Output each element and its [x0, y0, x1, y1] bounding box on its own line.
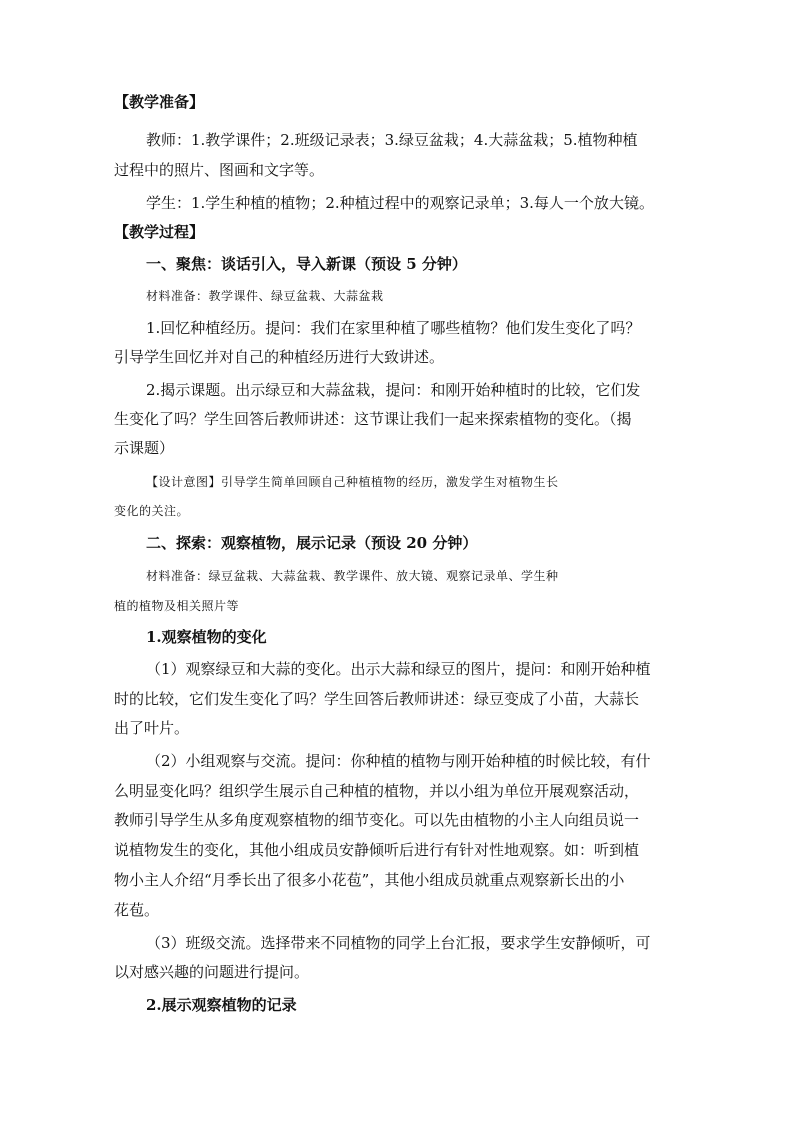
paragraph-reveal-topic-cont1: 生变化了吗？学生回答后教师讲述：这节课让我们一起来探索植物的变化。（揭: [114, 410, 632, 428]
materials-note-part1: 材料准备：教学课件、绿豆盆栽、大蒜盆栽: [146, 289, 384, 303]
paragraph-group-observation: （2）小组观察与交流。提问：你种植的植物与刚开始种植的时候比较，有什: [146, 752, 651, 770]
heading-teaching-process: 【教学过程】: [114, 223, 205, 241]
paragraph-recall-experience: 1.回忆种植经历。提问：我们在家里种植了哪些植物？他们发生变化了吗？: [146, 319, 641, 337]
paragraph-group-observation-cont3: 说植物发生的变化，其他小组成员安静倾听后进行有针对性地观察。如：听到植: [114, 841, 640, 859]
paragraph-group-observation-cont5: 花苞。: [114, 901, 160, 919]
paragraph-reveal-topic: 2.揭示课题。出示绿豆和大蒜盆栽，提问：和刚开始种植时的比较，它们发: [146, 381, 641, 399]
paragraph-student-materials: 学生：1.学生种植的植物；2.种植过程中的观察记录单；3.每人一个放大镜。: [146, 194, 654, 212]
paragraph-reveal-topic-cont2: 示课题）: [114, 439, 175, 457]
paragraph-class-exchange-cont: 以对感兴趣的问题进行提问。: [114, 963, 310, 981]
paragraph-recall-experience-cont: 引导学生回忆并对自己的种植经历进行大致讲述。: [114, 348, 445, 366]
paragraph-observe-mungbean-garlic-cont2: 出了叶片。: [114, 719, 190, 737]
paragraph-group-observation-cont4: 物小主人介绍“月季长出了很多小花苞”，其他小组成员就重点观察新长出的小: [114, 871, 625, 889]
heading-teaching-preparation: 【教学准备】: [114, 93, 205, 111]
design-intent-part1-cont: 变化的关注。: [114, 504, 190, 518]
paragraph-observe-mungbean-garlic-cont1: 时的比较，它们发生变化了吗？学生回答后教师讲述：绿豆变成了小苗，大蒜长: [114, 690, 640, 708]
paragraph-teacher-materials: 教师：1.教学课件；2.班级记录表；3.绿豆盆栽；4.大蒜盆栽；5.植物种植: [146, 131, 638, 149]
materials-note-part2: 材料准备：绿豆盆栽、大蒜盆栽、教学课件、放大镜、观察记录单、学生种: [146, 569, 559, 583]
design-intent-part1: 【设计意图】引导学生简单回顾自己种植植物的经历，激发学生对植物生长: [146, 475, 559, 489]
section-title-explore: 二、探索：观察植物，展示记录（预设 20 分钟）: [146, 534, 478, 552]
section-title-focus: 一、聚焦：谈话引入，导入新课（预设 5 分钟）: [146, 255, 467, 273]
subheading-display-records: 2.展示观察植物的记录: [146, 996, 297, 1014]
paragraph-observe-mungbean-garlic: （1）观察绿豆和大蒜的变化。出示大蒜和绿豆的图片，提问：和刚开始种植: [146, 660, 651, 678]
paragraph-class-exchange: （3）班级交流。选择带来不同植物的同学上台汇报，要求学生安静倾听，可: [146, 934, 651, 952]
paragraph-group-observation-cont1: 么明显变化吗？组织学生展示自己种植的植物，并以小组为单位开展观察活动，: [114, 782, 640, 800]
paragraph-teacher-materials-cont: 过程中的照片、图画和文字等。: [114, 161, 325, 179]
materials-note-part2-cont: 植的植物及相关照片等: [114, 599, 240, 613]
paragraph-group-observation-cont2: 教师引导学生从多角度观察植物的细节变化。可以先由植物的小主人向组员说一: [114, 811, 640, 829]
subheading-observe-changes: 1.观察植物的变化: [146, 628, 267, 646]
